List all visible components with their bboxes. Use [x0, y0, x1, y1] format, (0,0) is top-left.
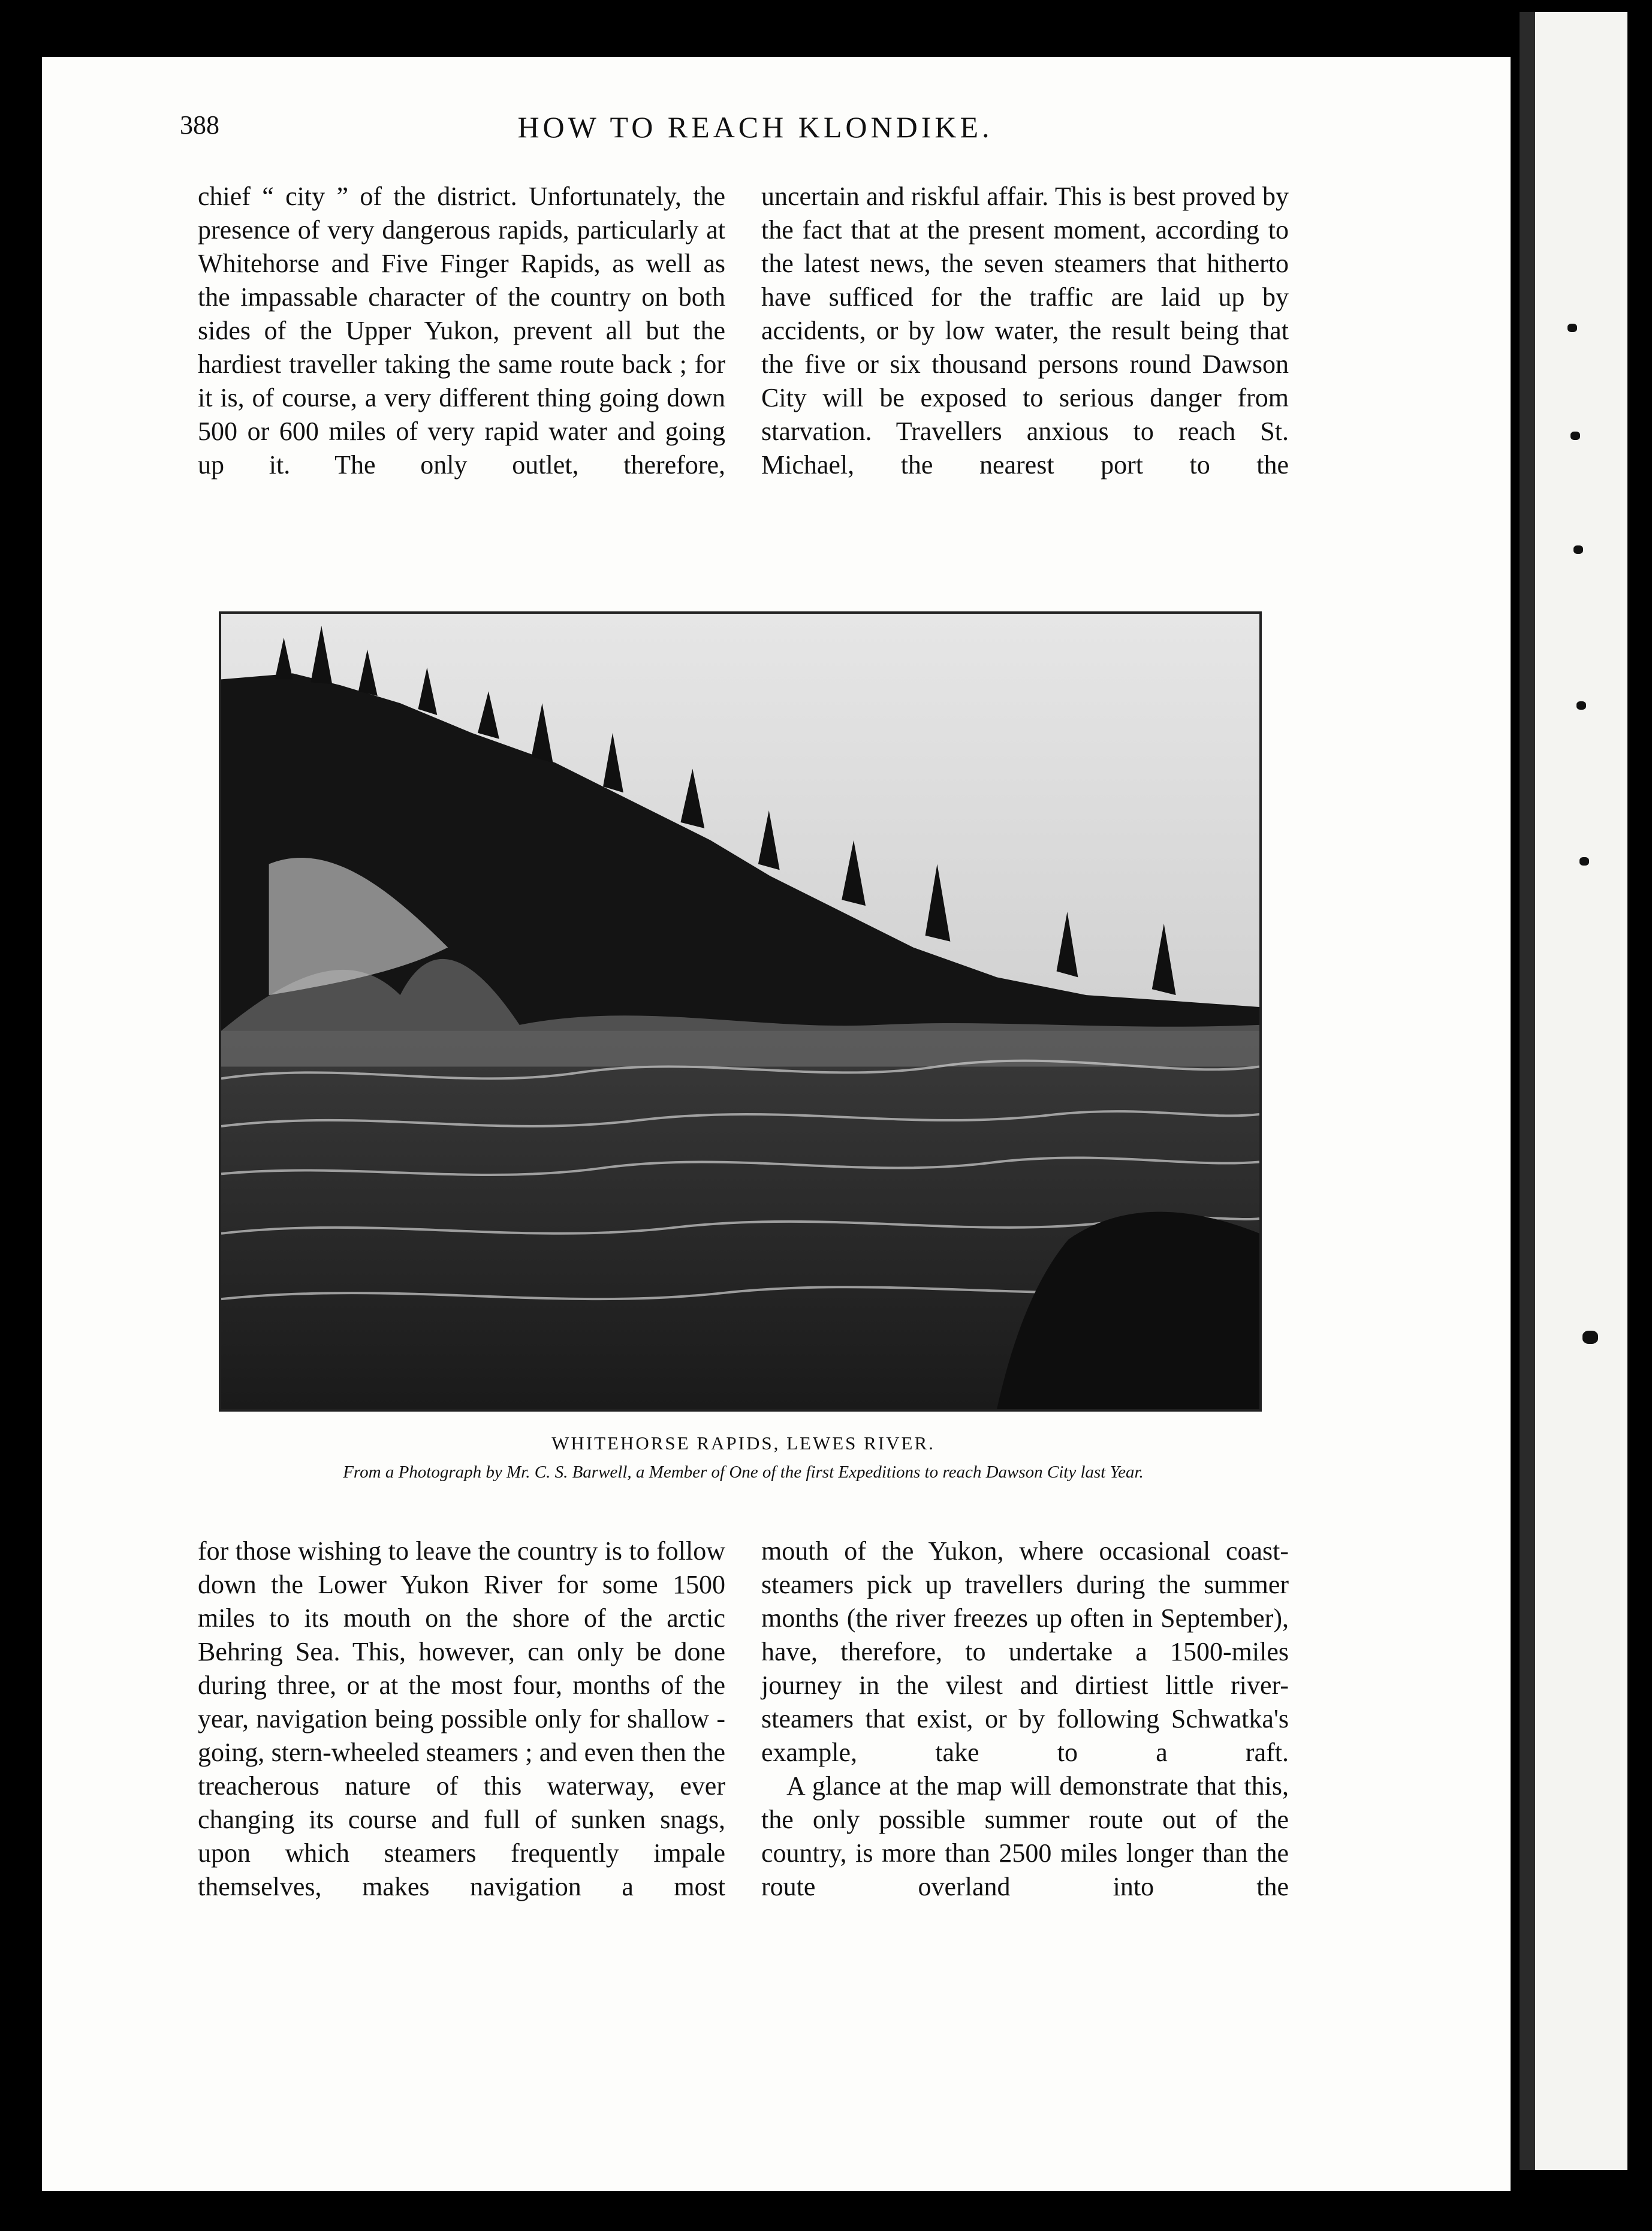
paragraph-text: A glance at the map will demonstrate that this, the only possible summer route out of the country, is more than 2500 miles longer than the route overland into the — [761, 1771, 1289, 1901]
figure-credit: From a Photograph by Mr. C. S. Barwell, a Member of One of the first Expeditions to reach Dawson City last Year. — [343, 1463, 1144, 1482]
ink-mark — [1573, 545, 1583, 554]
ink-mark — [1567, 324, 1577, 332]
column-bottom-left — [198, 1534, 725, 1904]
column-top-right — [761, 180, 1289, 482]
paragraph: mouth of the Yukon, where occasional coast-steamers pick up travellers during the summer months (the river freezes up often in September), have, therefore, to undertake a 1500-miles journey in the vilest and dirtiest little river-steamers that exist, or by following Schwatka's example, take to a raft. — [761, 1536, 1289, 1767]
ink-mark — [1576, 701, 1586, 710]
ink-mark — [1579, 857, 1589, 866]
figure-title: WHITEHORSE RAPIDS, LEWES RIVER. — [551, 1433, 935, 1454]
ink-mark — [1570, 432, 1580, 440]
running-head: HOW TO REACH KLONDIKE. — [517, 110, 993, 144]
ink-mark — [1582, 1331, 1598, 1344]
paragraph: chief “ city ” of the district. Unfortunately, the presence of very dangerous rapids, particularly at Whitehorse and Five Finger Rapids, as well as the impassable character of the country on both sides of the Upper Yukon, prevent all but the hardiest traveller taking the same route back ; for it is, of course, a very different thing going down 500 or 600 miles of very rapid water and going up it. The only outlet, therefore, — [198, 182, 725, 480]
paragraph — [761, 1769, 1289, 1904]
photograph-whitehorse-rapids — [219, 611, 1262, 1412]
page-gutter — [1520, 12, 1535, 2170]
facing-page-edge — [1520, 12, 1627, 2170]
page-number: 388 — [180, 110, 219, 140]
column-top-left — [198, 180, 725, 482]
rapids-image — [221, 614, 1259, 1409]
paragraph: uncertain and riskful affair. This is best proved by the fact that at the present moment, according to the latest news, the seven steamers that hitherto have sufficed for the traffic are laid up by accidents, or by low water, the result being that the five or six thousand persons round Dawson City will be exposed to serious danger from starvation. Travellers anxious to reach St. Michael, the nearest port to the — [761, 182, 1289, 480]
column-bottom-right — [761, 1534, 1289, 1904]
paragraph: for those wishing to leave the country is to follow down the Lower Yukon River for some 1500 miles to its mouth on the shore of the arctic Behring Sea. This, however, can only be done during three, or at the most four, months of the year, navigation being possible only for shallow - going, stern-wheeled steamers ; and even then the treacherous nature of this waterway, ever changing its course and full of sunken snags, upon which steamers frequently impale themselves, makes navigation a most — [198, 1536, 725, 1901]
page-header — [180, 110, 1331, 152]
